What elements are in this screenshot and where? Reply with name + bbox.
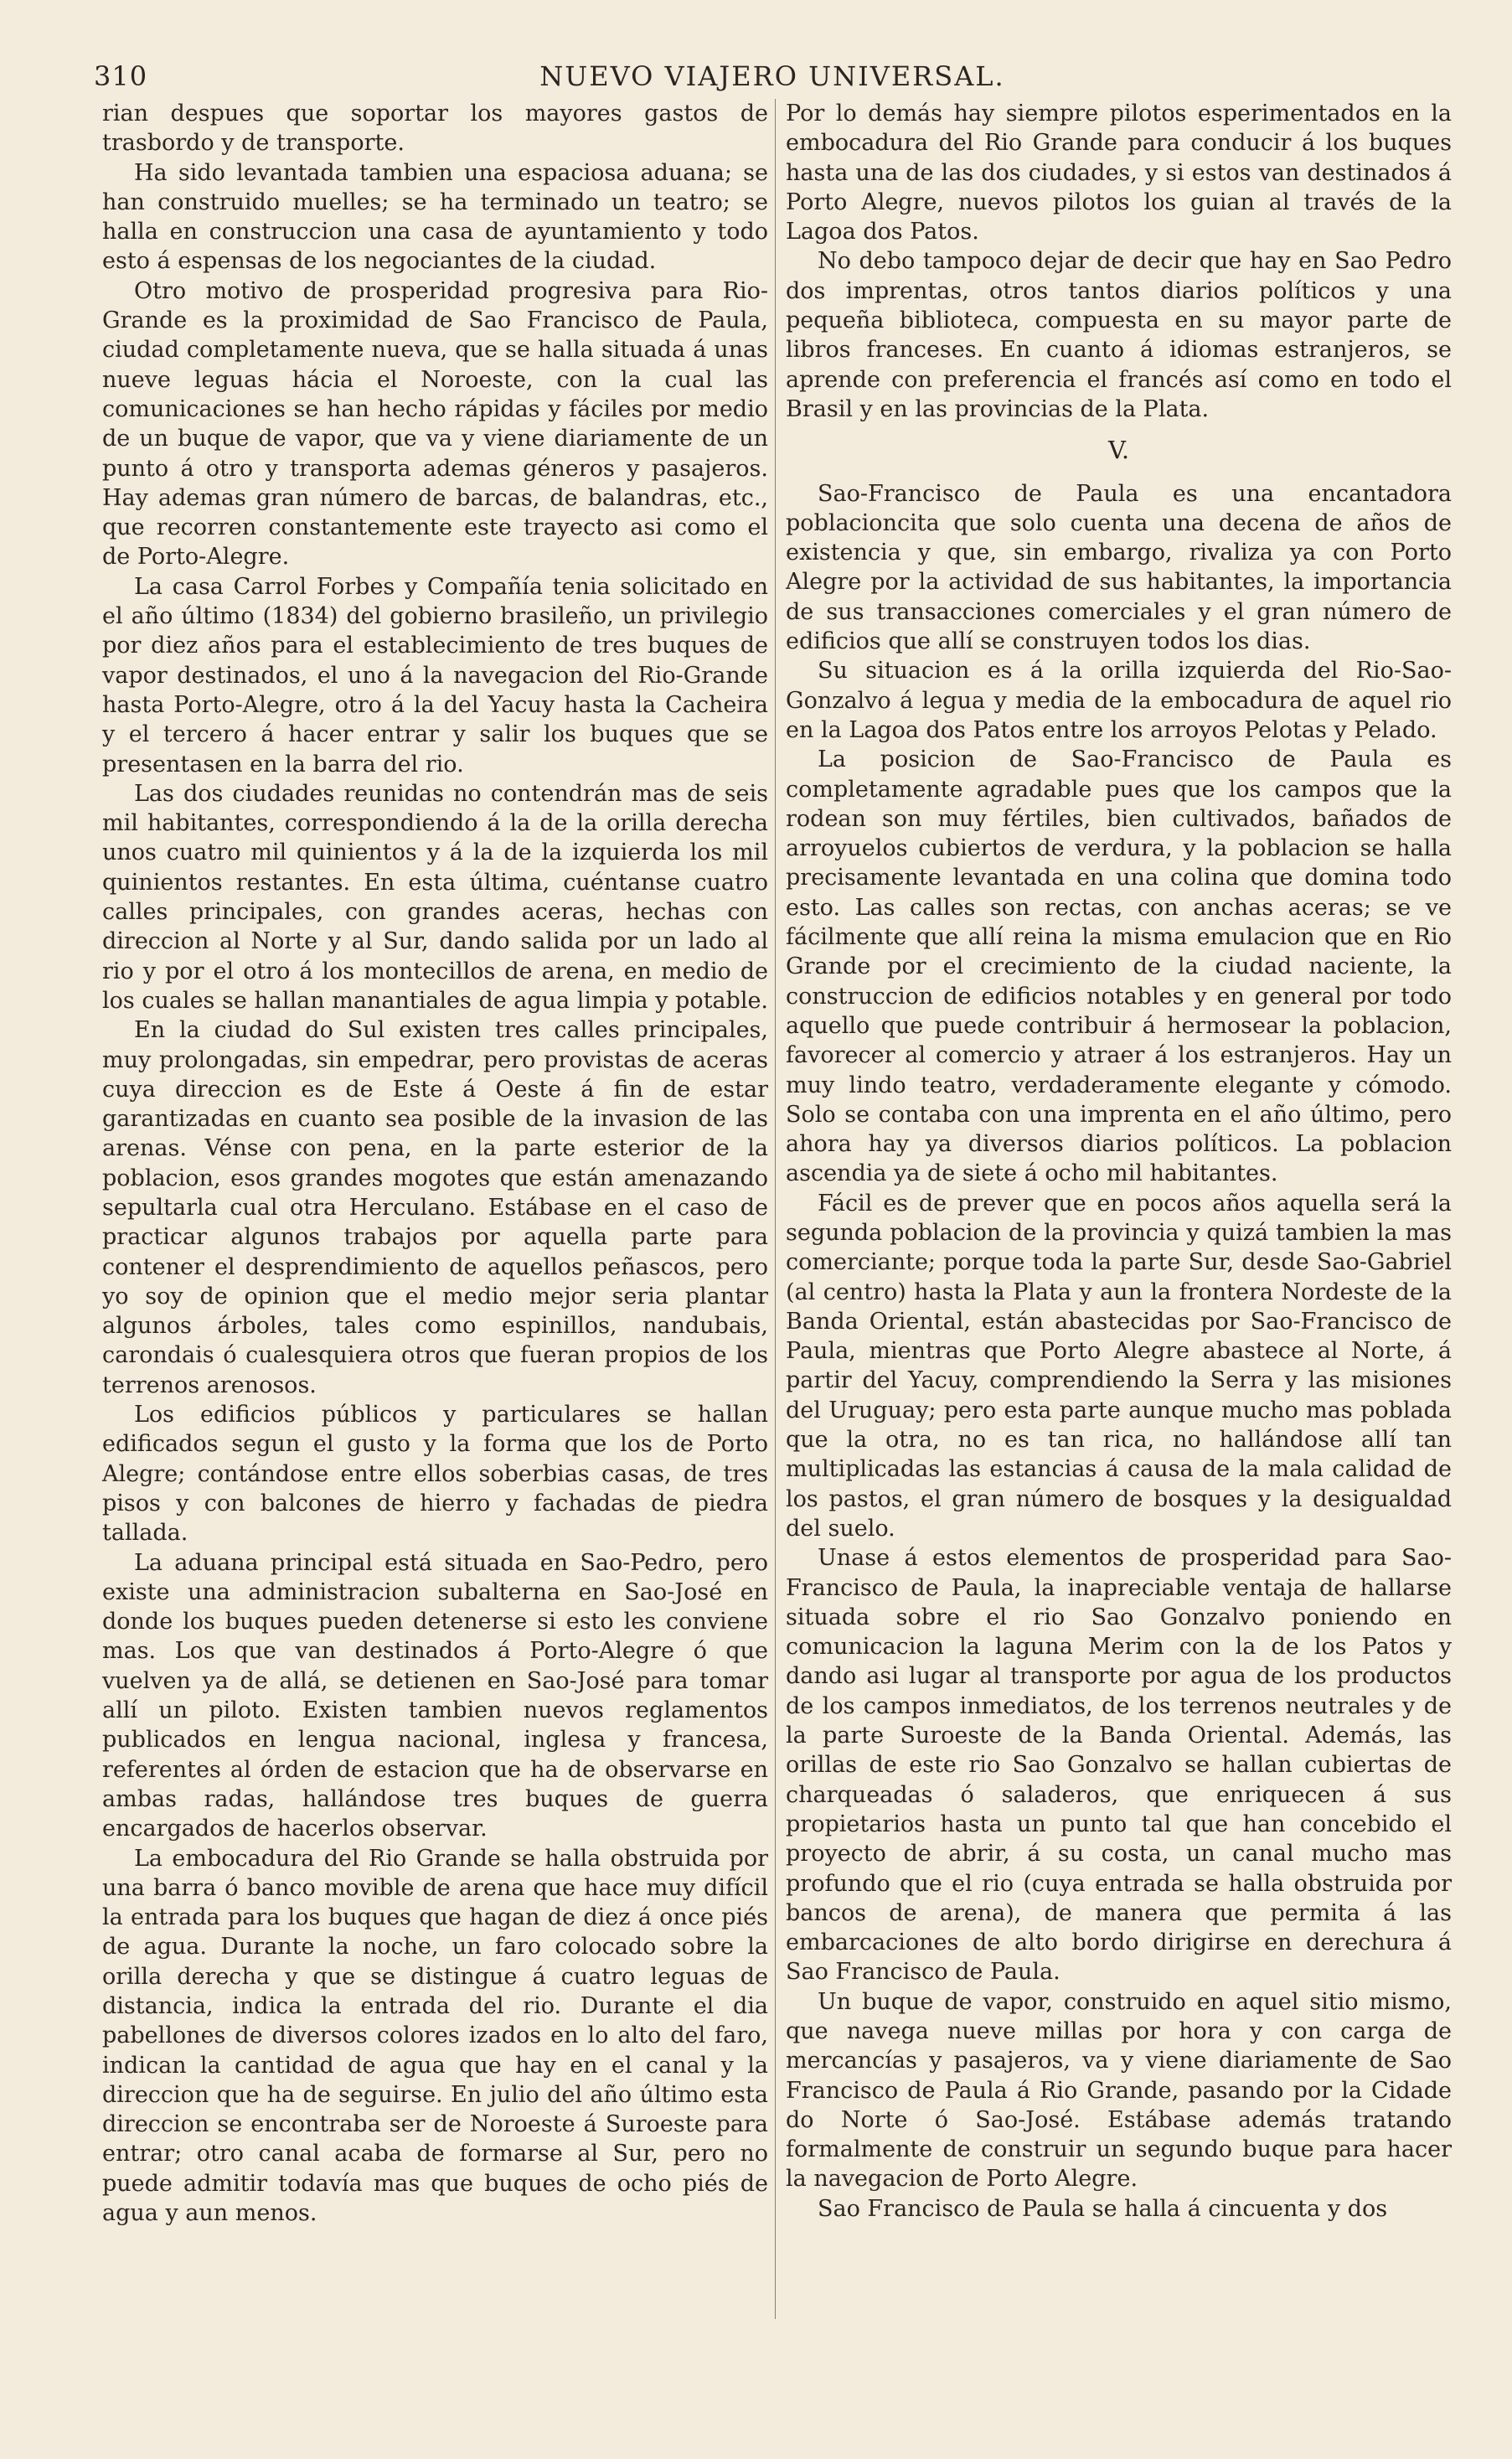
column-divider — [775, 99, 776, 2319]
paragraph: La embocadura del Rio Grande se halla obstruida por una barra ó banco movible de arena que hace muy difícil la entrada para los buques que hagan de diez á once piés de agua. Durante la noche, un faro colocado sobre la orilla derecha y que se distingue á cuatro leguas de distancia, indica la entrada del rio. Durante el dia pabellones de diversos colores izados en lo alto del faro, indican la cantidad de agua que hay en el canal y la direccion que ha de seguirse. En julio del año último esta direccion se encontraba ser de Noroeste á Suroeste para entrar; otro canal acaba de formarse al Sur, pero no puede admitir todavía mas que buques de ocho piés de agua y aun menos. — [102, 1845, 768, 2227]
paragraph: Otro motivo de prosperidad progresiva para Rio-Grande es la proximidad de Sao Francisco de Paula, ciudad completamente nueva, que se halla situada á unas nueve leguas hácia el Noroeste, con la cual las comunicaciones se han hecho rápidas y fáciles por medio de un buque de vapor, que va y viene diariamente de un punto á otro y transporta ademas géneros y pasajeros. Hay ademas gran número de barcas, de balandras, etc., que recorren constantemente este trayecto asi como el de Porto-Alegre. — [102, 277, 768, 571]
paragraph: Fácil es de prever que en pocos años aquella será la segunda poblacion de la provincia y quizá tambien la mas comerciante; porque toda la parte Sur, desde Sao-Gabriel (al centro) hasta la Plata y aun la frontera Nordeste de la Banda Oriental, están abastecidas por Sao-Francisco de Paula, mientras que Porto Alegre abastece al Norte, á partir del Yacuy, comprendiendo la Serra y las misiones del Uruguay; pero esta parte aunque mucho mas poblada que la otra, no es tan rica, no hallándose allí tan multiplicadas las estancias á causa de la mala calidad de los pastos, el gran número de bosques y la desigualdad del suelo. — [786, 1190, 1452, 1542]
paragraph: La posicion de Sao-Francisco de Paula es completamente agradable pues que los campos que la rodean son muy fértiles, bien cultivados, bañados de arroyuelos cubiertos de verdura, y la poblacion se halla precisamente levantada en una colina que domina todo esto. Las calles son rectas, con anchas aceras; se ve fácilmente que allí reina la misma emulacion que en Rio Grande por el crecimiento de la ciudad naciente, la construccion de edificios notables y en general por todo aquello que puede contribuir á hermosear la poblacion, favorecer al comercio y atraer á los estranjeros. Hay un muy lindo teatro, verdaderamente elegante y cómodo. Solo se contaba con una imprenta en el año último, pero ahora hay ya diversos diarios políticos. La poblacion ascendia ya de siete á ocho mil habitantes. — [786, 746, 1452, 1187]
paragraph: Por lo demás hay siempre pilotos esperimentados en la embocadura del Rio Grande para conducir á los buques hasta una de las dos ciudades, y si estos van destinados á Porto Alegre, nuevos pilotos los guian al través de la Lagoa dos Patos. — [786, 101, 1452, 245]
paragraph: Un buque de vapor, construido en aquel sitio mismo, que navega nueve millas por hora y con carga de mercancías y pasajeros, va y viene diariamente de Sao Francisco de Paula á Rio Grande, pasando por la Cidade do Norte ó Sao-José. Estábase además tratando formalmente de construir un segundo buque para hacer la navegacion de Porto Alegre. — [786, 1988, 1452, 2193]
paragraph: Sao Francisco de Paula se halla á cincuenta y dos — [818, 2195, 1388, 2222]
paragraph: Las dos ciudades reunidas no contendrán mas de seis mil habitantes, correspondiendo á la de la orilla derecha unos cuatro mil quinientos y á la de la izquierda los mil quinientos restantes. En esta última, cuéntanse cuatro calles principales, con grandes aceras, hechas con direccion al Norte y al Sur, dando salida por un lado al rio y por el otro á los montecillos de arena, en medio de los cuales se hallan manantiales de agua limpia y potable. — [102, 780, 769, 1014]
paragraph: Sao-Francisco de Paula es una encantadora poblacioncita que solo cuenta una decena de años de existencia y que, sin embargo, rivaliza ya con Porto Alegre por la actividad de sus habitantes, la importancia de sus transacciones comerciales y el gran número de edificios que allí se construyen todos los dias. — [786, 480, 1452, 655]
section-heading: V. — [1107, 436, 1130, 465]
paragraph: Los edificios públicos y particulares se hallan edificados segun el gusto y la forma que los de Porto Alegre; contándose entre ellos soberbias casas, de tres pisos y con balcones de hierro y fachadas de piedra tallada. — [102, 1402, 768, 1547]
paragraph: No debo tampoco dejar de decir que hay en Sao Pedro dos imprentas, otros tantos diarios políticos y una pequeña biblioteca, compuesta en su mayor parte de libros franceses. En cuanto á idiomas estranjeros, se aprende con preferencia el francés así como en todo el Brasil y en las provincias de la Plata. — [786, 248, 1452, 422]
paragraph: Su situacion es á la orilla izquierda del Rio-Sao-Gonzalvo á legua y media de la embocadura de aquel rio en la Lagoa dos Patos entre los arroyos Pelotas y Pelado. — [786, 658, 1452, 743]
running-title: NUEVO VIAJERO UNIVERSAL. — [539, 60, 1005, 92]
paragraph: En la ciudad do Sul existen tres calles principales, muy prolongadas, sin empedrar, pero provistas de aceras cuya direccion es de Este á Oeste á fin de estar garantizadas en cuanto sea posible de la invasion de las arenas. Vénse con pena, en la parte esterior de la poblacion, esos grandes mogotes que están amenazando sepultarla cual otra Herculano. Estábase en el caso de practicar algunos trabajos por aquella parte para contener el desprendimiento de aquellos peñascos, pero yo soy de opinion que el medio mejor seria plantar algunos árboles, tales como espinillos, nandubais, carondais ó cualesquiera otros que fueran propios de los terrenos arenosos. — [102, 1017, 768, 1398]
page-header — [94, 60, 1451, 102]
right-column — [786, 99, 1452, 2224]
paragraph: rian despues que soportar los mayores gastos de trasbordo y de transporte. — [102, 101, 768, 157]
paragraph: La casa Carrol Forbes y Compañía tenia solicitado en el año último (1834) del gobierno brasileño, un privilegio por diez años para el establecimiento de tres buques de vapor destinados, el uno á la navegacion del Rio-Grande hasta Porto-Alegre, otro á la del Yacuy hasta la Cacheira y el tercero á hacer entrar y salir los buques que se presentasen en la barra del rio. — [102, 573, 768, 777]
left-column — [102, 99, 768, 2228]
paragraph: Ha sido levantada tambien una espaciosa aduana; se han construido muelles; se ha terminado un teatro; se halla en construccion una casa de ayuntamiento y todo esto á espensas de los negociantes de la ciudad. — [102, 159, 768, 275]
paragraph: Unase á estos elementos de prosperidad para Sao-Francisco de Paula, la inapreciable ventaja de hallarse situada sobre el rio Sao Gonzalvo poniendo en comunicacion la laguna Merim con la de los Patos y dando asi lugar al transporte por agua de los productos de los campos inmediatos, de los terrenos neutrales y de la parte Suroeste de la Banda Oriental. Además, las orillas de este rio Sao Gonzalvo se hallan cubiertas de charqueadas ó saladeros, que enriquecen á sus propietarios hasta un punto tal que han concebido el proyecto de abrir, á su costa, un canal mucho mas profundo que el rio (cuya entrada se halla obstruida por bancos de arena), de manera que permita á las embarcaciones de alto bordo dirigirse en derechura á Sao Francisco de Paula. — [786, 1545, 1452, 1986]
paragraph: La aduana principal está situada en Sao-Pedro, pero existe una administracion subalterna en Sao-José en donde los buques pueden detenerse si esto les conviene mas. Los que van destinados á Porto-Alegre ó que vuelven ya de allá, se detienen en Sao-José para tomar allí un piloto. Existen tambien nuevos reglamentos publicados en lengua nacional, inglesa y francesa, referentes al órden de estacion que ha de observarse en ambas radas, hallándose tres buques de guerra encargados de hacerlos observar. — [102, 1549, 768, 1842]
page-number: 310 — [94, 60, 148, 92]
